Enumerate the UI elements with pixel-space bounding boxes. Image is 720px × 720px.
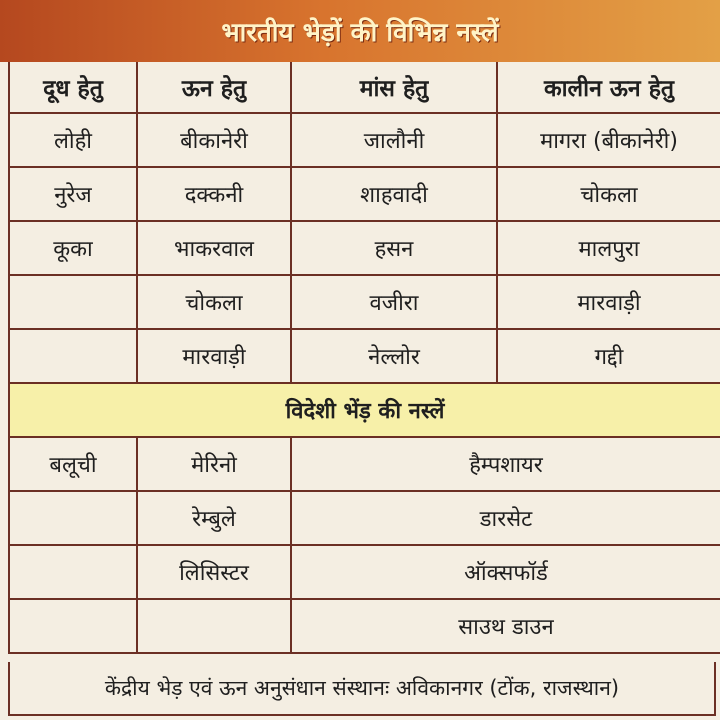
table-cell [9, 275, 137, 329]
table-row [9, 113, 720, 167]
table-cell: मारवाड़ी [137, 329, 291, 383]
header-meat: मांस हेतु [291, 62, 497, 113]
table-row [9, 167, 720, 221]
table-cell: मागरा (बीकानेरी) [497, 113, 720, 167]
foreign-section-title: विदेशी भेंड़ की नस्लें [9, 383, 720, 437]
table-cell: हैम्पशायर [291, 437, 720, 491]
foreign-section-row [9, 383, 720, 437]
header-row [9, 62, 720, 113]
table-cell: नुरेज [9, 167, 137, 221]
title-banner [0, 0, 720, 62]
table-row [9, 329, 720, 383]
table-row [9, 545, 720, 599]
table-cell: कूका [9, 221, 137, 275]
table-cell [9, 599, 137, 653]
table-cell: जालौनी [291, 113, 497, 167]
table-cell: मालपुरा [497, 221, 720, 275]
table-cell: रेम्बुले [137, 491, 291, 545]
table-cell: मेरिनो [137, 437, 291, 491]
table-cell: वजीरा [291, 275, 497, 329]
table-cell: बीकानेरी [137, 113, 291, 167]
header-carpet-wool: कालीन ऊन हेतु [497, 62, 720, 113]
table-row [9, 437, 720, 491]
table-cell: चोकला [497, 167, 720, 221]
table-cell: लिसिस्टर [137, 545, 291, 599]
table-cell: चोकला [137, 275, 291, 329]
table-cell: ऑक्सफॉर्ड [291, 545, 720, 599]
header-wool: ऊन हेतु [137, 62, 291, 113]
table-row [9, 221, 720, 275]
institute-footer [8, 662, 716, 716]
table-cell [9, 491, 137, 545]
breeds-table [8, 62, 720, 654]
page-title: भारतीय भेड़ों की विभिन्न नस्लें [221, 18, 499, 48]
table-cell [9, 545, 137, 599]
table-row [9, 491, 720, 545]
table-cell: साउथ डाउन [291, 599, 720, 653]
table-cell: बलूची [9, 437, 137, 491]
table-cell [9, 329, 137, 383]
table-cell: डारसेट [291, 491, 720, 545]
table-cell: शाहवादी [291, 167, 497, 221]
table-row [9, 275, 720, 329]
table-cell: गद्दी [497, 329, 720, 383]
table-cell: लोही [9, 113, 137, 167]
header-milk: दूध हेतु [9, 62, 137, 113]
table-cell: भाकरवाल [137, 221, 291, 275]
table-cell: हसन [291, 221, 497, 275]
table-row [9, 599, 720, 653]
table-cell [137, 599, 291, 653]
table-cell: मारवाड़ी [497, 275, 720, 329]
table-cell: दक्कनी [137, 167, 291, 221]
footer-text: केंद्रीय भेड़ एवं ऊन अनुसंधान संस्थानः अविकानगर (टोंक, राजस्थान) [104, 676, 620, 700]
table-cell: नेल्लोर [291, 329, 497, 383]
